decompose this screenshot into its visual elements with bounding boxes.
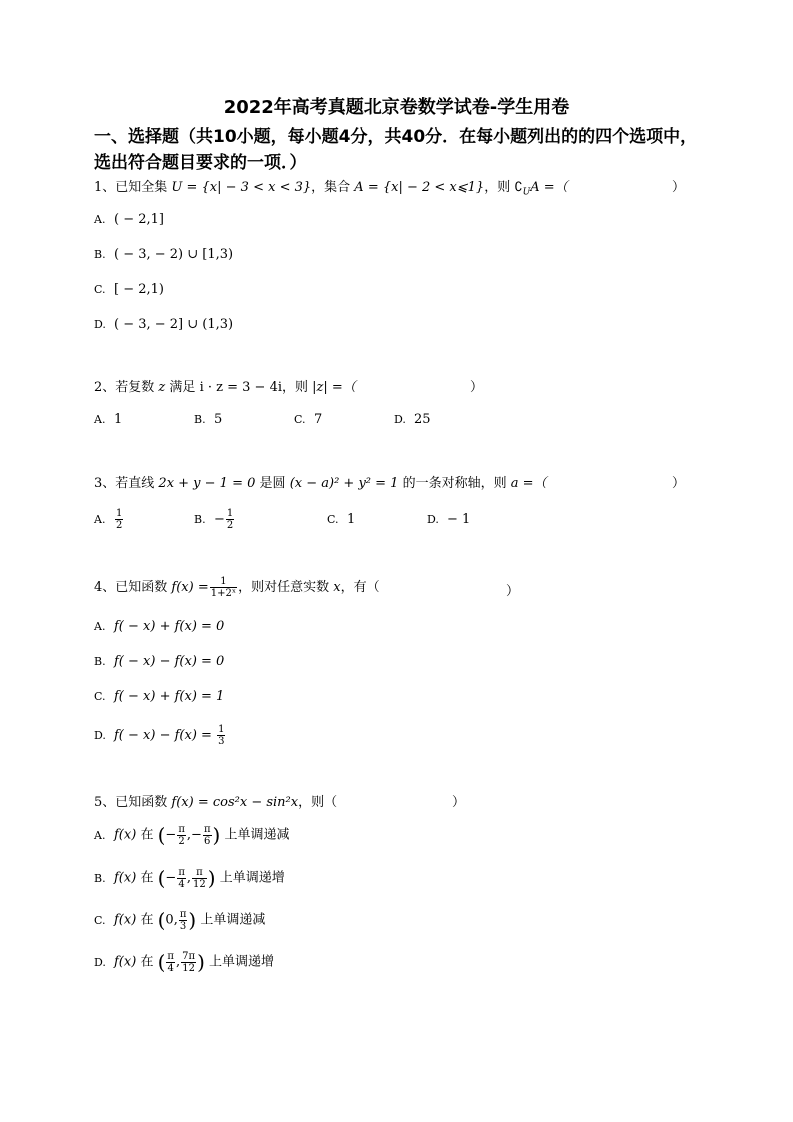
option-fraction	[226, 508, 234, 531]
option-label: B.	[194, 513, 206, 526]
option-fx: f(x)	[114, 954, 137, 970]
option-fx: f(x)	[114, 912, 137, 928]
option-zai: 在	[140, 870, 154, 886]
fraction-numerator: 1	[226, 508, 234, 519]
fraction-numerator: 1	[116, 508, 123, 519]
q1-stem-text: 1、已知全集	[94, 180, 168, 195]
q1-option-d[interactable]	[94, 317, 233, 332]
option-label: A.	[94, 213, 106, 226]
q2-stem-text: 2、若复数	[94, 380, 155, 395]
fraction-numerator: π	[192, 867, 207, 879]
q3-circle-eq: (x − a)² + y² = 1	[289, 476, 399, 491]
interval-b	[179, 909, 188, 932]
interval-b-sign: −	[191, 827, 202, 843]
interval-b	[181, 951, 196, 974]
interval-a-value: 0	[165, 912, 174, 928]
option-text: [ − 2,1)	[114, 282, 164, 297]
interval-close: )	[188, 908, 197, 932]
option-zai: 在	[140, 827, 154, 843]
fraction-numerator: π	[167, 950, 174, 962]
interval-b	[203, 824, 212, 847]
interval-a	[177, 867, 186, 890]
q4-option-a[interactable]	[94, 619, 224, 634]
q4-ask-text: ，有（	[340, 580, 380, 595]
q4-option-d[interactable]	[94, 724, 226, 747]
option-text: 1	[347, 512, 356, 527]
question-5-stem	[94, 791, 337, 810]
q2-var: z	[158, 380, 166, 395]
fraction-denominator: 6	[204, 835, 211, 847]
option-fraction	[217, 724, 225, 747]
option-zai: 在	[140, 912, 154, 928]
fraction-numerator: π	[203, 823, 211, 835]
option-text: ( − 3, − 2) ∪ [1,3)	[114, 247, 234, 262]
q3-post-text: 的一条对称轴，则	[402, 476, 507, 491]
q3-option-c[interactable]	[327, 512, 355, 527]
q2-mid-text: 满足	[169, 380, 196, 395]
q2-expr: |z| =（	[312, 380, 356, 395]
q1-option-a[interactable]	[94, 212, 164, 227]
q2-ask-text: ，则	[282, 380, 309, 395]
option-suffix: 上单调递减	[224, 827, 290, 843]
option-label: C.	[94, 283, 106, 296]
q1-option-c[interactable]	[94, 282, 164, 297]
option-text: − 1	[447, 512, 471, 527]
option-text: f( − x) + f(x) = 0	[114, 619, 225, 634]
option-label: C.	[94, 690, 106, 703]
q5-ask-text: ，则（	[298, 795, 338, 810]
fraction-denominator: 2	[226, 520, 234, 531]
option-text: f( − x) − f(x) =	[114, 728, 212, 743]
q3-option-d[interactable]	[427, 512, 470, 527]
interval-open: (	[157, 823, 166, 847]
q5-option-b[interactable]: B. f(x) 在 (− $\frac{\pi}{4}$ , $\frac{\pi}{12}$ ) 上单调递增	[94, 866, 285, 890]
option-label: B.	[94, 248, 106, 261]
option-text: 25	[414, 412, 431, 427]
fraction-denominator: 3	[179, 920, 187, 932]
q1-option-b[interactable]	[94, 247, 233, 262]
fraction-numerator: π	[178, 823, 185, 835]
fraction-denominator: 3	[218, 736, 225, 747]
interval-open: (	[157, 866, 166, 890]
option-label: B.	[94, 871, 106, 885]
fraction-numerator: π	[179, 908, 187, 920]
fraction-numerator: 1	[218, 724, 225, 735]
q1-complement-sub: U	[522, 187, 531, 198]
q3-option-a[interactable]	[94, 508, 124, 531]
q4-answer-close: ）	[506, 584, 520, 599]
question-1-stem	[94, 176, 568, 198]
option-label: A.	[94, 513, 106, 526]
q1-answer-close: ）	[672, 180, 686, 195]
option-label: A.	[94, 828, 106, 842]
q1-complement-symbol: ∁	[514, 180, 523, 195]
option-text: ( − 2,1]	[114, 212, 164, 227]
option-fx: f(x)	[114, 827, 137, 843]
q4-option-b[interactable]	[94, 654, 224, 669]
option-fx: f(x)	[114, 870, 137, 886]
q4-var: x	[333, 580, 341, 595]
fraction-denominator: 2	[116, 520, 123, 531]
option-label: D.	[94, 955, 106, 969]
q3-answer-close: ）	[672, 476, 686, 491]
option-text: f( − x) + f(x) = 1	[114, 689, 225, 704]
option-label: D.	[394, 413, 406, 426]
page-title: 2022年高考真题北京卷数学试卷-学生用卷	[223, 97, 570, 118]
option-fraction	[115, 508, 123, 531]
option-label: A.	[94, 413, 106, 426]
question-2-stem	[94, 376, 356, 395]
option-label: B.	[194, 413, 206, 426]
option-suffix: 上单调递增	[219, 870, 285, 886]
q1-complement-expr: A =（	[530, 180, 568, 195]
option-text: 7	[314, 412, 323, 427]
option-sign: −	[214, 512, 225, 527]
fraction-numerator: π	[178, 866, 185, 878]
q5-func: f(x) = cos²x − sin²x	[171, 795, 299, 810]
q3-mid-text: 是圆	[259, 476, 286, 491]
q4-stem-text: 4、已知函数	[94, 580, 168, 595]
fraction-numerator: 1	[210, 576, 237, 588]
q1-mid-text: ，集合	[311, 180, 351, 195]
option-label: B.	[94, 655, 106, 668]
interval-close: )	[212, 823, 221, 847]
interval-a-sign: −	[165, 827, 177, 843]
option-text: 1	[114, 412, 123, 427]
q5-answer-close: ）	[452, 795, 466, 810]
q1-set-u: U = {x| − 3 < x < 3}	[171, 180, 312, 195]
option-text: 5	[214, 412, 223, 427]
q2-option-c[interactable]	[294, 412, 322, 427]
option-label: C.	[327, 513, 339, 526]
q4-fraction	[210, 576, 237, 599]
fraction-numerator: 7π	[182, 950, 196, 962]
interval-open: (	[157, 950, 166, 974]
q4-post-text: ，则对任意实数	[238, 580, 330, 595]
option-zai: 在	[140, 954, 154, 970]
interval-a	[166, 951, 175, 974]
option-label: C.	[94, 913, 106, 927]
option-label: A.	[94, 620, 106, 633]
option-label: D.	[94, 729, 106, 742]
q2-option-a[interactable]	[94, 412, 122, 427]
option-suffix: 上单调递减	[200, 912, 266, 928]
option-suffix: 上单调递增	[209, 954, 275, 970]
question-4-stem	[94, 576, 380, 599]
interval-a	[177, 824, 186, 847]
q5-option-c[interactable]: C. f(x) 在 (0, $\frac{\pi}{3}$ ) 上单调递减	[94, 908, 266, 932]
option-text: f( − x) − f(x) = 0	[114, 654, 225, 669]
fraction-denominator: 1+2ˣ	[210, 588, 237, 599]
section-heading: 一、选择题（共10小题，每小题4分，共40分．在每小题列出的的四个选项中，选出符合题目要求的一项．）	[94, 127, 698, 173]
q5-stem-text: 5、已知函数	[94, 795, 168, 810]
question-3-stem	[94, 472, 547, 491]
q3-ask-expr: a =（	[510, 476, 547, 491]
q5-option-a[interactable]: A. f(x) 在 (− $\frac{\pi}{2}$ ,− $\frac{\pi}{6}$ ) 上单调递减	[94, 823, 290, 847]
interval-b	[192, 867, 207, 890]
q1-ask-text: ，则	[484, 180, 511, 195]
interval-a-sign: −	[165, 870, 177, 886]
q2-answer-close: ）	[470, 380, 484, 395]
q2-equation: i · z = 3 − 4i	[199, 380, 282, 395]
fraction-denominator: 4	[167, 962, 174, 974]
fraction-denominator: 4	[178, 878, 185, 890]
q5-option-d[interactable]: D. f(x) 在 ( $\frac{\pi}{4}$ , $\frac{7\pi}{12}$ ) 上单调递增	[94, 950, 275, 974]
q4-func: f(x) =	[171, 580, 209, 595]
q4-option-c[interactable]	[94, 689, 224, 704]
fraction-denominator: 12	[182, 962, 195, 974]
interval-open: (	[157, 908, 166, 932]
q3-line-eq: 2x + y − 1 = 0	[158, 476, 256, 491]
option-label: C.	[294, 413, 306, 426]
q2-option-d[interactable]	[394, 412, 431, 427]
option-label: D.	[427, 513, 439, 526]
q1-set-a: A = {x| − 2 < x⩽1}	[354, 180, 485, 195]
option-label: D.	[94, 318, 106, 331]
option-text: ( − 3, − 2] ∪ (1,3)	[114, 317, 234, 332]
interval-close: )	[197, 950, 205, 974]
fraction-denominator: 12	[193, 878, 206, 890]
q3-stem-text: 3、若直线	[94, 476, 155, 491]
interval-close: )	[207, 866, 216, 890]
q3-option-b[interactable]	[194, 508, 235, 531]
q2-option-b[interactable]	[194, 412, 222, 427]
fraction-denominator: 2	[178, 835, 185, 847]
